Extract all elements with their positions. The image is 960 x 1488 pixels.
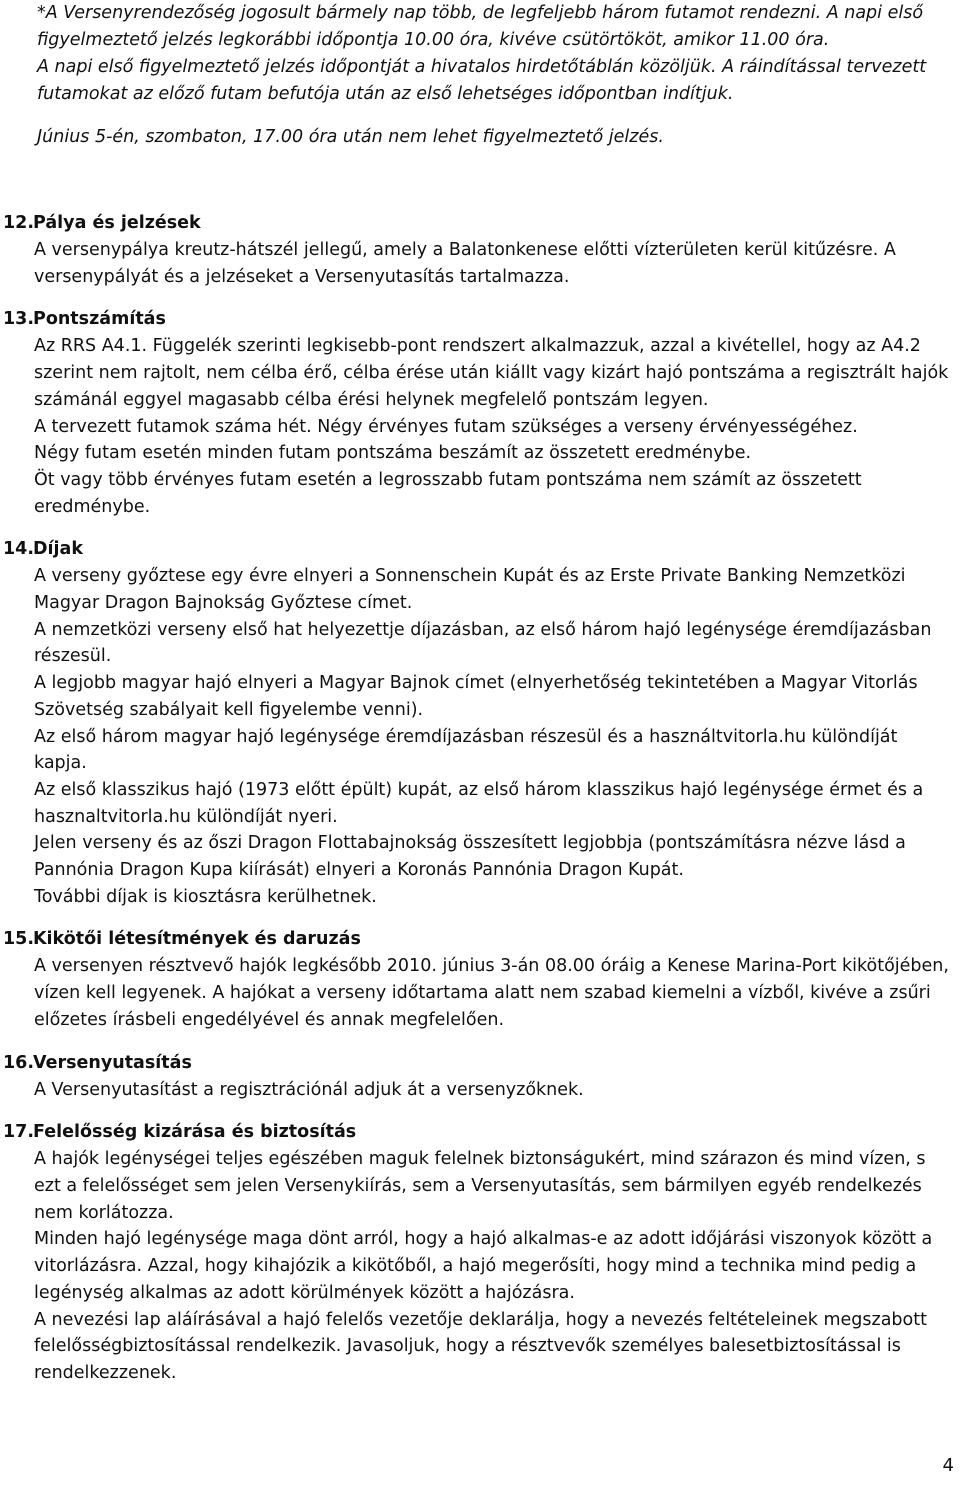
section-body — [34, 237, 954, 290]
section-heading — [0, 1119, 960, 1146]
section-number: 17. — [3, 1122, 35, 1143]
section-paragraph: Jelen verseny és az őszi Dragon Flottabajnokság összesített legjobbja (pontszámításra nézve lásd a Pannónia Dragon Kupa kiírását) elnyeri a Koronás Pannónia Dragon Kupát. — [34, 833, 906, 881]
section-palya — [0, 210, 960, 290]
section-paragraph: A nevezési lap aláírásával a hajó felelős vezetője deklarálja, hogy a nevezés feltételeinek megszabott felelősségbiztosítással rendelkezik. Javasoljuk, hogy a résztvevők személyes balesetbiztosítással is rendelkezzenek. — [34, 1309, 927, 1383]
section-pontszamitas — [0, 306, 960, 520]
section-dijak — [0, 536, 960, 910]
section-number: 15. — [3, 929, 35, 950]
section-felelosseg — [0, 1119, 960, 1386]
section-body — [34, 1077, 954, 1104]
section-number: 13. — [3, 309, 35, 330]
section-paragraph: Öt vagy több érvényes futam esetén a legrosszabb futam pontszáma nem számít az összetett eredménybe. — [34, 469, 862, 517]
section-title: Pálya és jelzések — [33, 213, 201, 233]
section-paragraph: A tervezett futamok száma hét. Négy érvényes futam szükséges a verseny érvényességéhez. — [34, 416, 858, 437]
section-paragraph: Az első három magyar hajó legénysége éremdíjazásban részesül és a használtvitorla.hu különdíját kapja. — [34, 726, 898, 774]
section-body — [34, 953, 954, 1033]
section-paragraph: Négy futam esetén minden futam pontszáma beszámít az összetett eredménybe. — [34, 443, 752, 464]
page-number: 4 — [942, 1455, 954, 1476]
section-paragraph: Az első klasszikus hajó (1973 előtt épült) kupát, az első három klasszikus hajó legénysége érmet és a hasznaltvitorla.hu különdíját nyeri. — [34, 779, 924, 827]
section-heading — [0, 536, 960, 563]
section-number: 16. — [3, 1052, 35, 1073]
section-paragraph: Az RRS A4.1. Függelék szerinti legkisebb-pont rendszert alkalmazzuk, azzal a kivétellel, hogy az A4.2 szerint nem rajtolt, nem célba érő, célba érése után kiállt vagy kizárt hajó pontszáma a regisztrált hajók számánál eggyel magasabb célba érési helynek megfelelő pontszám legyen. — [34, 336, 949, 410]
section-paragraph: A legjobb magyar hajó elnyeri a Magyar Bajnok címet (elnyerhetőség tekintetében a Magyar Vitorlás Szövetség szabályait kell figyelembe venni). — [34, 673, 918, 720]
section-title: Versenyutasítás — [33, 1052, 192, 1073]
section-number: 12. — [3, 213, 35, 233]
section-heading — [0, 926, 960, 953]
section-paragraph: A hajók legénységei teljes egészében maguk felelnek biztonságukért, mind szárazon és mind vízen, s ezt a felelősséget sem jelen Versenykiírás, sem a Versenyutasítás, sem bármilyen egyéb rendelkezés nem korlátozza. — [34, 1149, 926, 1223]
section-paragraph: A Versenyutasítást a regisztrációnál adjuk át a versenyzőknek. — [34, 1079, 584, 1100]
section-paragraph: Minden hajó legénysége maga dönt arról, hogy a hajó alkalmas-e az adott időjárási viszonyok között a vitorlázásra. Azzal, hogy kihajózik a kikötőből, a hajó megerősíti, hogy mind a technika mind pedig a legénység alkalmas az adott körülmények között a hajózásra. — [34, 1229, 933, 1303]
section-heading — [0, 306, 960, 333]
section-title: Díjak — [33, 539, 83, 560]
section-body — [34, 1146, 954, 1386]
section-title: Felelősség kizárása és biztosítás — [33, 1122, 357, 1143]
section-versenyutasitas — [0, 1050, 960, 1104]
section-paragraph: A versenyen résztvevő hajók legkésőbb 2010. június 3-án 08.00 óráig a Kenese Marina-Port kikötőjében, vízen kell legyenek. A hajókat a verseny időtartama alatt nem szabad kiemelni a vízből, kivéve a zsűri előzetes írásbeli engedélyével és annak megfelelően. — [34, 956, 949, 1030]
section-body — [34, 333, 954, 520]
section-heading — [0, 1050, 960, 1077]
intro-notes — [37, 0, 952, 151]
section-body — [34, 563, 954, 910]
section-number: 14. — [3, 539, 35, 560]
section-paragraph: A nemzetközi verseny első hat helyezettje díjazásban, az első három hajó legénysége éremdíjazásban részesül. — [34, 619, 932, 667]
section-title: Pontszámítás — [33, 309, 166, 330]
section-heading — [0, 210, 960, 237]
intro-paragraph: Június 5-én, szombaton, 17.00 óra után nem lehet figyelmeztető jelzés. — [37, 127, 664, 147]
intro-paragraph: A napi első figyelmeztető jelzés időpontját a hivatalos hirdetőtáblán közöljük. A ráindítással tervezett futamokat az előző futam befutója után az első lehetséges időpontban indítjuk. — [37, 57, 927, 104]
intro-paragraph: *A Versenyrendezőség jogosult bármely nap több, de legfeljebb három futamot rendezni. A napi első figyelmeztető jelzés legkorábbi időpontja 10.00 óra, kivéve csütörtököt, amikor 11.00 óra. — [37, 3, 924, 50]
section-title: Kikötői létesítmények és daruzás — [33, 929, 361, 950]
sections-list — [0, 210, 960, 1403]
section-kikotoi — [0, 926, 960, 1033]
section-paragraph: További díjak is kiosztásra kerülhetnek. — [34, 886, 377, 907]
section-paragraph: A versenypálya kreutz-hátszél jellegű, amely a Balatonkenese előtti vízterületen kerül kitűzésre. A versenypályát és a jelzéseket a Versenyutasítás tartalmazza. — [34, 240, 896, 287]
section-paragraph: A verseny győztese egy évre elnyeri a Sonnenschein Kupát és az Erste Private Banking Nemzetközi Magyar Dragon Bajnokság Győztese címet. — [34, 566, 906, 614]
